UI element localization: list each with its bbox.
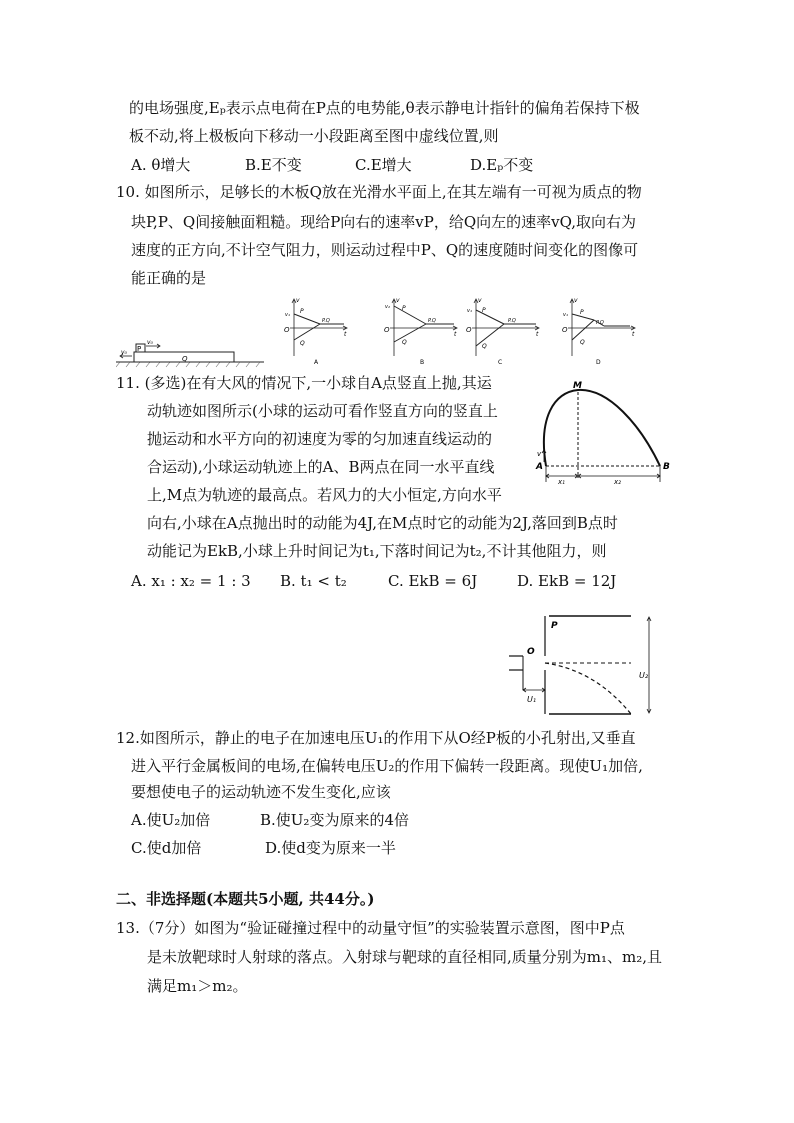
svg-text:P: P xyxy=(580,309,584,316)
svg-text:P: P xyxy=(482,307,486,314)
label-m: M xyxy=(573,381,582,391)
svg-text:t: t xyxy=(344,331,347,338)
q11-trajectory-figure xyxy=(534,378,674,490)
q12-line-2: 进入平行金属板间的电场,在偏转电压U₂的作用下偏转一段距离。现使U₁加倍, xyxy=(131,757,643,775)
q10-block-board-figure xyxy=(116,336,266,368)
graph-a-label: A xyxy=(314,359,319,366)
graph-c-label: C xyxy=(498,359,503,366)
section-2-heading xyxy=(116,889,374,909)
q9-option-a: A. θ增大 xyxy=(131,156,191,174)
svg-text:O: O xyxy=(384,326,390,334)
q10-line-3: 速度的正方向,不计空气阻力，则运动过程中P、Q的速度随时间变化的图像可 xyxy=(131,241,639,259)
svg-text:Q: Q xyxy=(402,339,407,346)
q10-graph-b xyxy=(380,294,460,366)
svg-text:P: P xyxy=(402,305,406,312)
svg-text:v: v xyxy=(296,297,300,304)
q11-line-7: 动能记为EkB,小球上升时间记为t₁,下落时间记为t₂,不计其他阻力，则 xyxy=(147,542,607,560)
svg-text:P: P xyxy=(300,308,304,315)
svg-text:v₂: v₂ xyxy=(385,304,390,310)
svg-text:v₁: v₁ xyxy=(467,308,472,314)
q11-option-d: D. EkB = 12J xyxy=(517,572,617,590)
label-x1: x₁ xyxy=(558,478,565,486)
label-u2: U₂ xyxy=(639,671,649,680)
svg-text:v: v xyxy=(396,297,400,304)
q12-option-c: C.使d加倍 xyxy=(131,839,202,857)
svg-text:P.Q: P.Q xyxy=(508,318,516,324)
q10-line-1: 10. 如图所示，足够长的木板Q放在光滑水平面上,在其左端有一可视为质点的物 xyxy=(116,183,642,201)
q11-line-6: 向右,小球在A点抛出时的动能为4J,在M点时它的动能为2J,落回到B点时 xyxy=(147,514,618,532)
q11-option-b: B. t₁ < t₂ xyxy=(280,572,347,590)
q13-line-1: 13.（7分）如图为“验证碰撞过程中的动量守恒”的实验装置示意图，图中P点 xyxy=(116,919,625,937)
q12-option-a: A.使U₂加倍 xyxy=(131,811,211,829)
q9-option-c: C.E增大 xyxy=(355,156,412,174)
q12-line-3: 要想使电子的运动轨迹不发生变化,应该 xyxy=(131,783,391,801)
svg-text:t: t xyxy=(632,331,635,338)
svg-text:O: O xyxy=(562,326,568,334)
q11-option-c: C. EkB = 6J xyxy=(388,572,478,590)
svg-text:O: O xyxy=(466,326,472,334)
svg-text:Q: Q xyxy=(300,340,305,347)
q11-line-2: 动轨迹如图所示(小球的运动可看作竖直方向的竖直上 xyxy=(147,402,498,420)
q12-line-1: 12.如图所示，静止的电子在加速电压U₁的作用下从O经P板的小孔射出,又垂直 xyxy=(116,729,636,747)
svg-text:t: t xyxy=(454,331,457,338)
q11-line-1: 11. (多选)在有大风的情况下,一小球自A点竖直上抛,其运 xyxy=(116,374,492,392)
q11-option-a: A. x₁ : x₂ = 1 : 3 xyxy=(131,572,251,590)
label-x2: x₂ xyxy=(614,478,621,486)
q10-line-2: 块P,P、Q间接触面粗糙。现给P向右的速率vP，给Q向左的速率vQ,取向右为 xyxy=(131,213,636,231)
q9-option-d: D.Eₚ不变 xyxy=(470,156,534,174)
q13-line-2: 是未放靶球时人射球的落点。入射球与靶球的直径相同,质量分别为m₁、m₂,且 xyxy=(147,948,663,966)
svg-text:v: v xyxy=(574,297,578,304)
label-v: v xyxy=(537,450,542,458)
q12-option-d: D.使d变为原来一半 xyxy=(265,839,396,857)
q11-line-4: 合运动),小球运动轨迹上的A、B两点在同一水平直线 xyxy=(147,458,495,476)
label-a: A xyxy=(536,462,543,472)
label-p: P xyxy=(137,345,142,353)
q9-option-b: B.E不变 xyxy=(245,156,302,174)
q9-line-1: 的电场强度,Eₚ表示点电荷在P点的电势能,θ表示静电计指针的偏角若保持下极 xyxy=(129,99,640,117)
svg-text:O: O xyxy=(284,326,290,334)
svg-text:v₁: v₁ xyxy=(563,312,568,318)
q11-line-3: 抛运动和水平方向的初速度为零的匀加速直线运动的 xyxy=(147,430,493,448)
section-2-note: (本题共5小题, 共44分。) xyxy=(206,890,375,908)
label-p-plate: P xyxy=(551,621,558,631)
q10-graph-a xyxy=(280,294,350,366)
svg-text:P.Q: P.Q xyxy=(322,318,330,324)
svg-text:t: t xyxy=(536,331,539,338)
svg-text:P.Q: P.Q xyxy=(596,320,604,326)
svg-text:v₁: v₁ xyxy=(285,312,290,318)
q13-line-3: 满足m₁＞m₂。 xyxy=(147,977,248,995)
graph-d-label: D xyxy=(596,359,601,366)
svg-text:Q: Q xyxy=(580,339,585,346)
q10-line-4: 能正确的是 xyxy=(131,269,207,287)
q10-graph-d xyxy=(558,294,638,366)
svg-text:v: v xyxy=(478,297,482,304)
q10-graph-c xyxy=(462,294,542,366)
label-v-left: v₀ xyxy=(121,349,127,356)
label-o: O xyxy=(527,647,535,657)
q12-option-b: B.使U₂变为原来的4倍 xyxy=(260,811,409,829)
label-q: Q xyxy=(182,355,188,363)
q12-deflection-figure xyxy=(505,610,665,720)
graph-b-label: B xyxy=(420,359,425,366)
svg-text:P.Q: P.Q xyxy=(428,318,436,324)
q11-line-5: 上,M点为轨迹的最高点。若风力的大小恒定,方向水平 xyxy=(147,486,502,504)
label-u1: U₁ xyxy=(527,695,537,704)
label-v-right: v₀ xyxy=(147,339,153,346)
label-b: B xyxy=(663,462,670,472)
section-2-title: 二、非选择题 xyxy=(116,890,207,908)
q9-line-2: 板不动,将上极板向下移动一小段距离至图中虚线位置,则 xyxy=(129,127,499,145)
svg-text:Q: Q xyxy=(482,343,487,350)
